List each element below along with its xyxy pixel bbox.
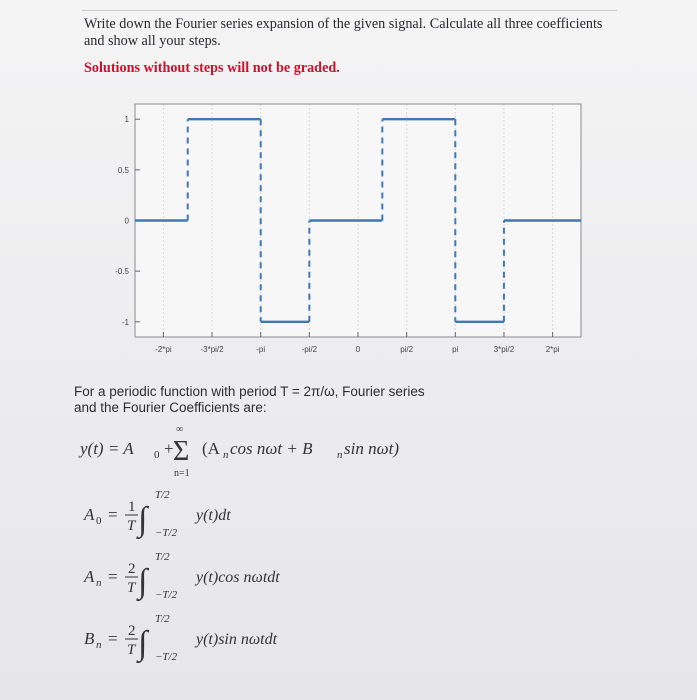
intro-line-1: For a periodic function with period T = 2π/ω, Fourier series	[74, 384, 425, 399]
series-lhs: y(t) = A	[80, 439, 134, 458]
signal-chart	[98, 96, 598, 371]
x-tick-label: -pi/2	[301, 345, 318, 354]
formulas-svg	[70, 416, 490, 676]
bn-integrand: y(t)sin nωtdt	[196, 631, 278, 648]
x-tick-label: -2*pi	[155, 345, 172, 354]
a0-eq: =	[108, 505, 118, 524]
an-integral: ∫	[138, 563, 148, 600]
a0-num: 1	[128, 499, 136, 515]
series-sin: sin nωt)	[344, 439, 399, 458]
series-n2: n	[337, 449, 343, 461]
a0-lower: −T/2	[155, 527, 178, 539]
sum-top: ∞	[176, 424, 184, 435]
an-upper: T/2	[155, 551, 170, 563]
bn-sub: n	[96, 639, 102, 651]
bn-equation	[84, 613, 278, 664]
question-text: Write down the Fourier series expansion of the given signal. Calculate all three coefficients and show all your steps.	[84, 16, 603, 49]
series-cos: cos nωt + B	[230, 439, 313, 458]
a0-integral: ∫	[138, 501, 148, 538]
signal-chart-svg	[98, 96, 598, 371]
bn-integral: ∫	[138, 625, 148, 662]
bn-upper: T/2	[155, 613, 170, 625]
bn-lower: −T/2	[155, 651, 178, 663]
series-sub0: 0	[154, 449, 160, 461]
x-tick-label: -pi	[256, 345, 266, 354]
an-num: 2	[128, 561, 136, 577]
a0-sub: 0	[96, 515, 102, 527]
series-plus: +	[164, 439, 174, 458]
y-tick-label: -0.5	[115, 267, 129, 277]
sum-bottom: n=1	[174, 468, 190, 479]
an-name: A	[84, 567, 95, 586]
x-tick-label: -3*pi/2	[200, 345, 224, 354]
fourier-intro	[74, 384, 514, 416]
y-tick-label: 0.5	[117, 165, 129, 175]
fourier-formulas	[70, 416, 490, 676]
x-tick-label: 2*pi	[545, 345, 560, 354]
x-tick-label: pi/2	[400, 345, 414, 354]
y-tick-label: -1	[121, 317, 129, 327]
series-equation	[78, 424, 399, 479]
y-tick-label: 0	[124, 216, 129, 226]
x-tick-label: pi	[452, 345, 459, 354]
an-equation	[83, 551, 280, 602]
bn-name: B	[84, 629, 95, 648]
y-tick-label: 1	[124, 115, 129, 125]
a0-name: A	[84, 505, 95, 524]
bn-den: T	[127, 642, 136, 658]
an-integrand: y(t)cos nωtdt	[196, 569, 280, 586]
an-eq: =	[108, 567, 118, 586]
a0-den: T	[127, 518, 136, 534]
grading-warning: Solutions without steps will not be graded.	[84, 60, 340, 76]
a0-integrand: y(t)dt	[196, 507, 231, 524]
series-body: (A	[202, 439, 220, 458]
bn-num: 2	[128, 623, 136, 639]
an-sub: n	[96, 577, 102, 589]
bn-eq: =	[108, 629, 118, 648]
a0-equation	[83, 489, 231, 540]
series-n1: n	[223, 449, 229, 461]
sum-symbol: Σ	[173, 436, 190, 467]
top-rule	[82, 10, 617, 11]
intro-line-2: and the Fourier Coefficients are:	[74, 400, 267, 415]
a0-upper: T/2	[155, 489, 170, 501]
x-tick-label: 3*pi/2	[493, 345, 515, 354]
an-lower: −T/2	[155, 589, 178, 601]
an-den: T	[127, 580, 136, 596]
x-tick-label: 0	[355, 345, 361, 354]
